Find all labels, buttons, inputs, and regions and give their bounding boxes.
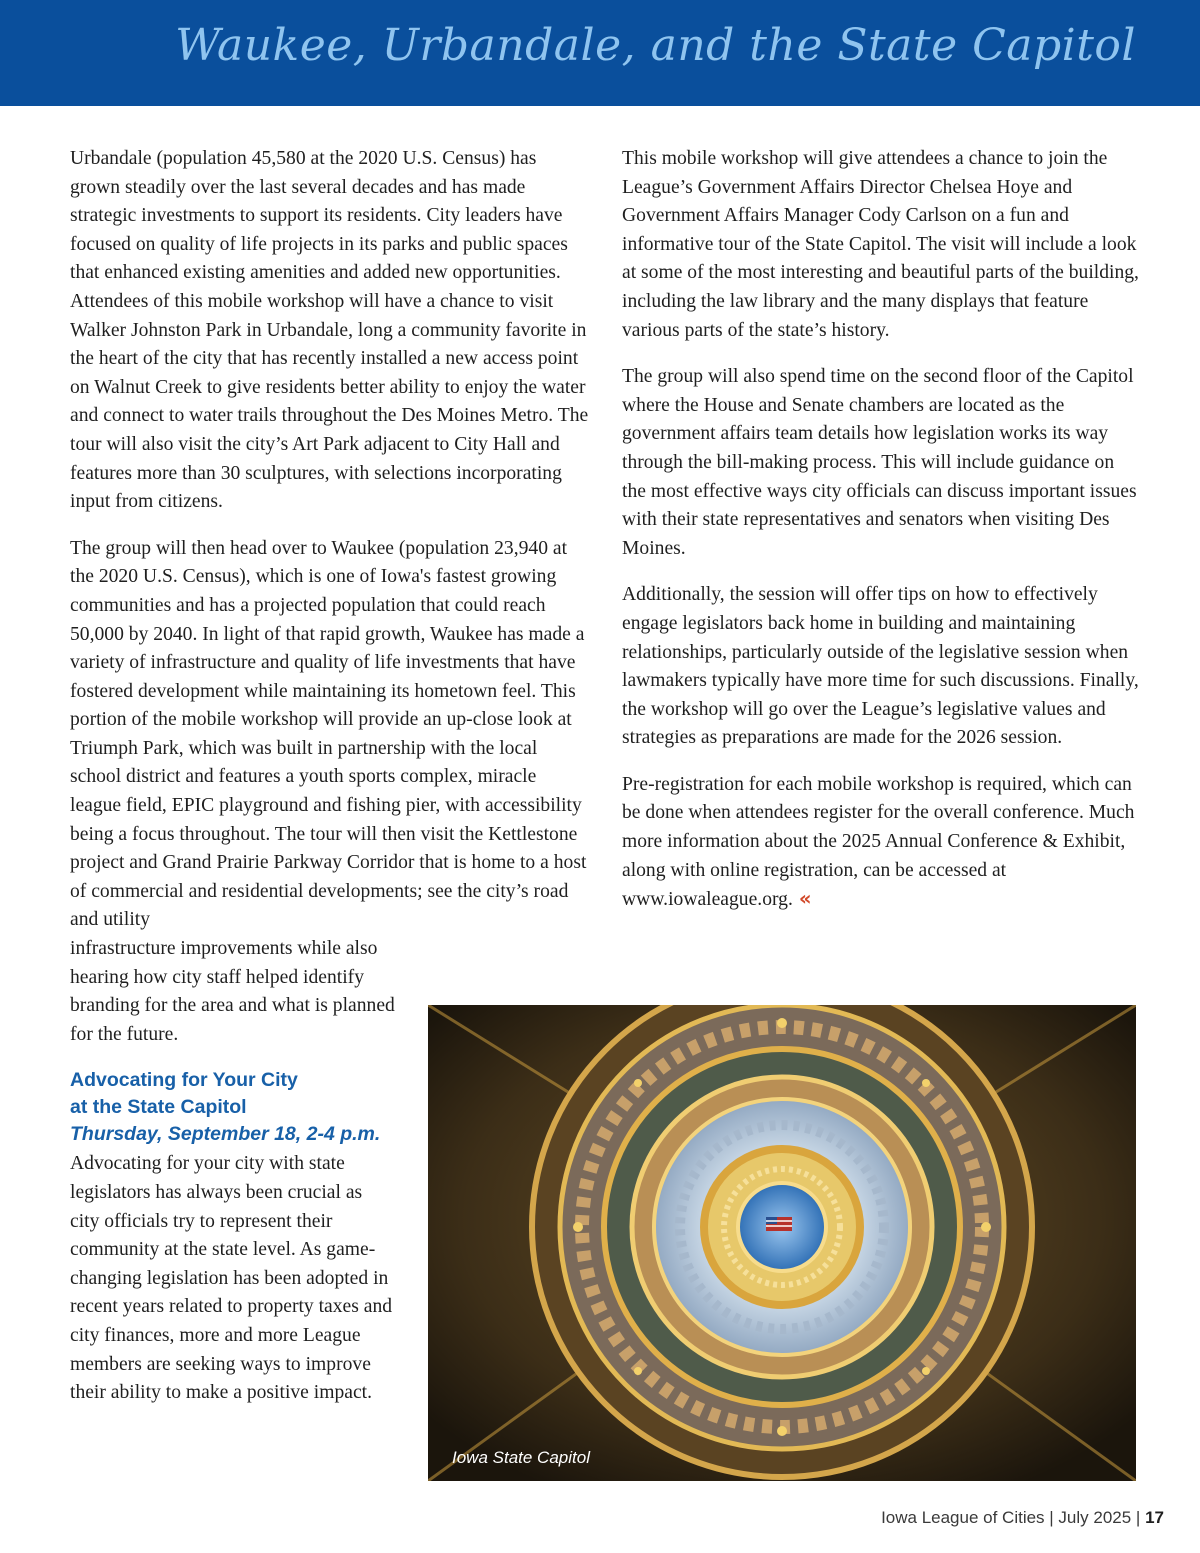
registration-text: Pre-registration for each mobile workshop is required, which can be done when attendees register for the overall conference. Much more information about the 2025 Annual Conference & Exhibit, along with online registration, can be accessed at www.iowaleague.org. (622, 773, 1135, 911)
section-heading-line2: at the State Capitol (70, 1096, 247, 1119)
paragraph-waukee-continued: infrastructure improvements while also hearing how city staff helped identify branding for the area and what is planned for the future. (70, 938, 395, 1045)
page-footer (881, 1508, 1164, 1528)
paragraph-second-floor: The group will also spend time on the second floor of the Capitol where the House and Senate chambers are located as the government affairs team details how legislation works its way through the bill-making process. This will include guidance on the most effective ways city officials can discuss important issues with their state representatives and senators when visiting Des Moines. (622, 366, 1137, 559)
section-date: Thursday, September 18, 2-4 p.m. (70, 1123, 381, 1146)
capitol-section (70, 1067, 395, 1407)
right-column (622, 145, 1142, 933)
header-banner (0, 0, 1200, 106)
photo-caption: Iowa State Capitol (452, 1448, 590, 1467)
end-mark-icon: « (798, 887, 812, 911)
section-heading-line1: Advocating for Your City (70, 1069, 298, 1092)
page-number: 17 (1145, 1508, 1164, 1527)
footer-publication: Iowa League of Cities | July 2025 | (881, 1508, 1141, 1527)
paragraph-additional: Additionally, the session will offer tips on how to effectively engage legislators back home in building and maintaining relationships, particularly outside of the legislative session when lawmakers typically have more time for such discussions. Finally, the workshop will go over the League’s legislative values and strategies as preparations are made for the 2026 session. (622, 584, 1139, 749)
paragraph-workshop-intro: This mobile workshop will give attendees a chance to join the League’s Government Affairs Director Chelsea Hoye and Government Affairs Manager Cody Carlson on a fun and informative tour of the State Capitol. The visit will include a look at some of the most interesting and beautiful parts of the building, including the law library and the many displays that feature various parts of the state’s history. (622, 148, 1139, 341)
section-heading (70, 1067, 395, 1121)
page-title: Waukee, Urbandale, and the State Capitol (175, 20, 1136, 71)
section-paragraph: Advocating for your city with state legislators has always been crucial as city officials try to represent their community at the state level. As game-changing legislation has been adopted in recent years related to property taxes and city finances, more and more League members are seeking ways to improve their ability to make a positive impact. (70, 1153, 393, 1404)
paragraph-waukee: The group will then head over to Waukee (population 23,940 at the 2020 U.S. Census), which is one of Iowa's fastest growing communities and has a projected population that could reach 50,000 by 2040. In light of that rapid growth, Waukee has made a variety of infrastructure and quality of life investments that have fostered development while maintaining its hometown feel. This portion of the mobile workshop will provide an up-close look at Triumph Park, which was built in partnership with the local school district and features a youth sports complex, miracle league field, EPIC playground and fishing pier, with accessibility being a focus throughout. The tour will then visit the Kettlestone project and Grand Prairie Parkway Corridor that is home to a host of commercial and residential developments; see the city’s road and utility (70, 537, 587, 931)
dome-illustration (428, 1005, 1136, 1481)
paragraph-registration (622, 771, 1142, 915)
paragraph-urbandale: Urbandale (population 45,580 at the 2020 U.S. Census) has grown steadily over the last several decades and has made strategic investments to support its residents. City leaders have focused on quality of life projects in its parks and public spaces that enhanced existing amenities and added new opportunities. Attendees of this mobile workshop will have a chance to visit Walker Johnston Park in Urbandale, long a community favorite in the heart of the city that has recently installed a new access point on Walnut Creek to give residents better ability to enjoy the water and connect to water trails throughout the Des Moines Metro. The tour will also visit the city’s Art Park adjacent to City Hall and features more than 30 sculptures, with selections incorporating input from citizens. (70, 148, 589, 513)
capitol-dome-photo (428, 1005, 1136, 1481)
